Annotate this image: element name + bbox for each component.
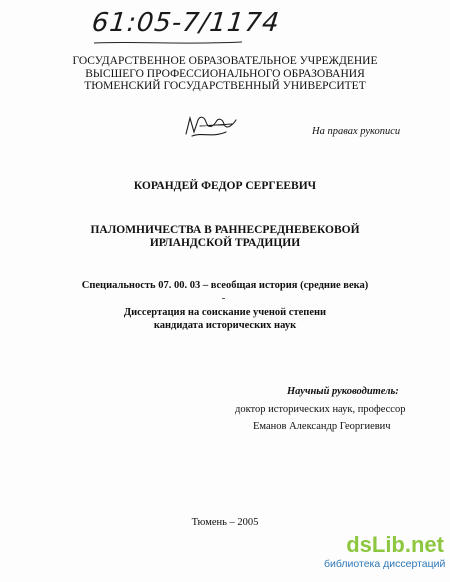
logo-dslib-text: dsLib [346,532,405,557]
city-year: Тюмень – 2005 [191,517,259,528]
degree-line-1: Диссертация на соискание ученой степени [123,307,327,318]
scan-speck [222,298,225,299]
title-line-1: ПАЛОМНИЧЕСТВА В РАННЕСРЕДНЕВЕКОВОЙ [90,224,360,236]
institution-line-2: ВЫСШЕГО ПРОФЕССИОНАЛЬНОГО ОБРАЗОВАНИЯ [85,67,365,80]
handwritten-catalog-code [90,6,282,46]
advisor-degree: доктор исторических наук, профессор [235,404,406,415]
dissertation-title [0,224,450,249]
advisor-name: Еманов Александр Георгиевич [253,421,391,432]
dslib-logo [324,532,444,558]
manuscript-rights-note: На правах рукописи [312,126,401,137]
handwritten-underline [92,40,262,46]
handwritten-code-text: 61:05-7/1174 [90,8,282,38]
degree-line-2: кандидата исторических наук [153,320,297,331]
institution-line-1: ГОСУДАРСТВЕННОЕ ОБРАЗОВАТЕЛЬНОЕ УЧРЕЖДЕНИЕ [72,55,378,67]
specialty-line: Специальность 07. 00. 03 – всеобщая история (средние века) [81,280,369,291]
dslib-tagline: библиотека диссертаций [324,558,446,570]
dslib-watermark [324,532,444,576]
advisor-heading: Научный руководитель: [287,386,399,397]
institution-line-3: ТЮМЕНСКИЙ ГОСУДАРСТВЕННЫЙ УНИВЕРСИТЕТ [84,80,366,92]
institution-header [0,55,450,93]
degree-statement [0,306,450,332]
title-line-2: ИРЛАНДСКОЙ ТРАДИЦИИ [149,236,301,249]
handwritten-signature [182,112,242,140]
logo-net-text: .net [404,532,444,557]
author-name: КОРАНДЕЙ ФЕДОР СЕРГЕЕВИЧ [133,180,317,192]
